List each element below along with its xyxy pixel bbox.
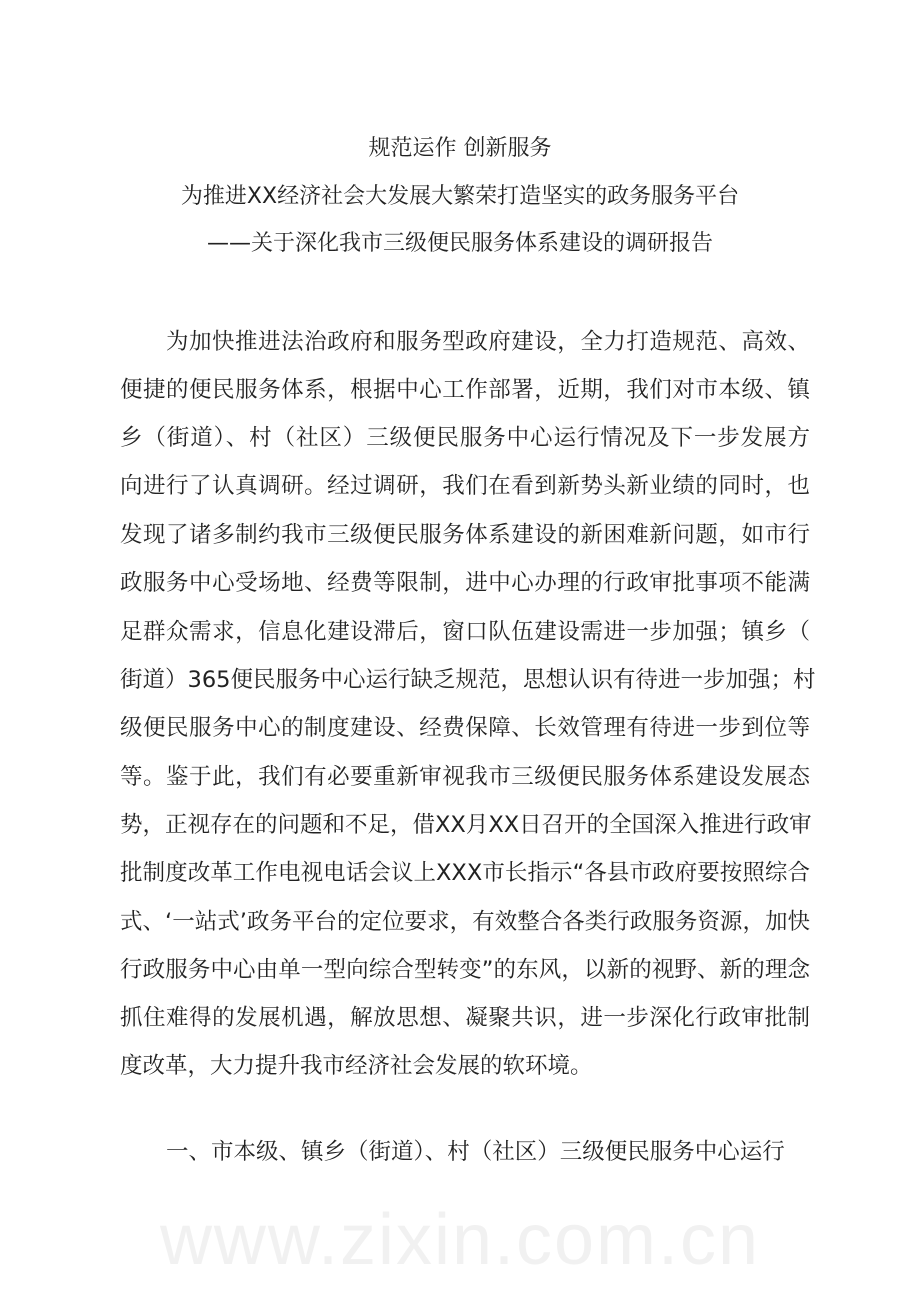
title-main: 规范运作 创新服务 [368,136,552,161]
paragraph-line: 足群众需求，信息化建设滞后，窗口队伍建设需进一步加强；镇乡（ [120,619,810,645]
paragraph-line: 向进行了认真调研。经过调研，我们在看到新势头新业绩的同时，也 [120,473,810,499]
paragraph-line: 势，正视存在的问题和不足，借XX月XX日召开的全国深入推进行政审 [120,812,812,838]
paragraph-line: 度改革，大力提升我市经济社会发展的软环境。 [120,1053,593,1079]
paragraph-line: 发现了诸多制约我市三级便民服务体系建设的新困难新问题，如市行 [120,522,810,548]
watermark: www.zixin.com.cn [159,1200,761,1280]
paragraph-line: 批制度改革工作电视电话会议上XXX市长指示“各县市政府要按照综合 [120,860,810,886]
title-report: ——关于深化我市三级便民服务体系建设的调研报告 [206,231,713,256]
section-heading: 一、市本级、镇乡（街道）、村（社区）三级便民服务中心运行 [166,1139,785,1165]
paragraph-line: 行政服务中心由单一型向综合型转变”的东风，以新的视野、新的理念 [120,957,810,983]
paragraph-line: 级便民服务中心的制度建设、经费保障、长效管理有待进一步到位等 [120,715,810,741]
paragraph-line: 政服务中心受场地、经费等限制，进中心办理的行政审批事项不能满 [120,570,810,596]
paragraph-line: 街道）365便民服务中心运行缺乏规范，思想认识有待进一步加强；村 [120,667,816,693]
paragraph-line: 乡（街道）、村（社区）三级便民服务中心运行情况及下一步发展方 [120,425,810,451]
paragraph-line: 式、‘一站式’政务平台的定位要求，有效整合各类行政服务资源，加快 [120,909,810,935]
paragraph-line: 等。鉴于此，我们有必要重新审视我市三级便民服务体系建设发展态 [120,764,810,790]
paragraph-line: 便捷的便民服务体系，根据中心工作部署，近期，我们对市本级、镇 [120,377,810,403]
paragraph-line: 为加快推进法治政府和服务型政府建设，全力打造规范、高效、 [166,329,810,355]
title-subtitle: 为推进XX经济社会大发展大繁荣打造坚实的政务服务平台 [180,184,740,209]
paragraph-line: 抓住难得的发展机遇，解放思想、凝聚共识，进一步深化行政审批制 [120,1005,810,1031]
